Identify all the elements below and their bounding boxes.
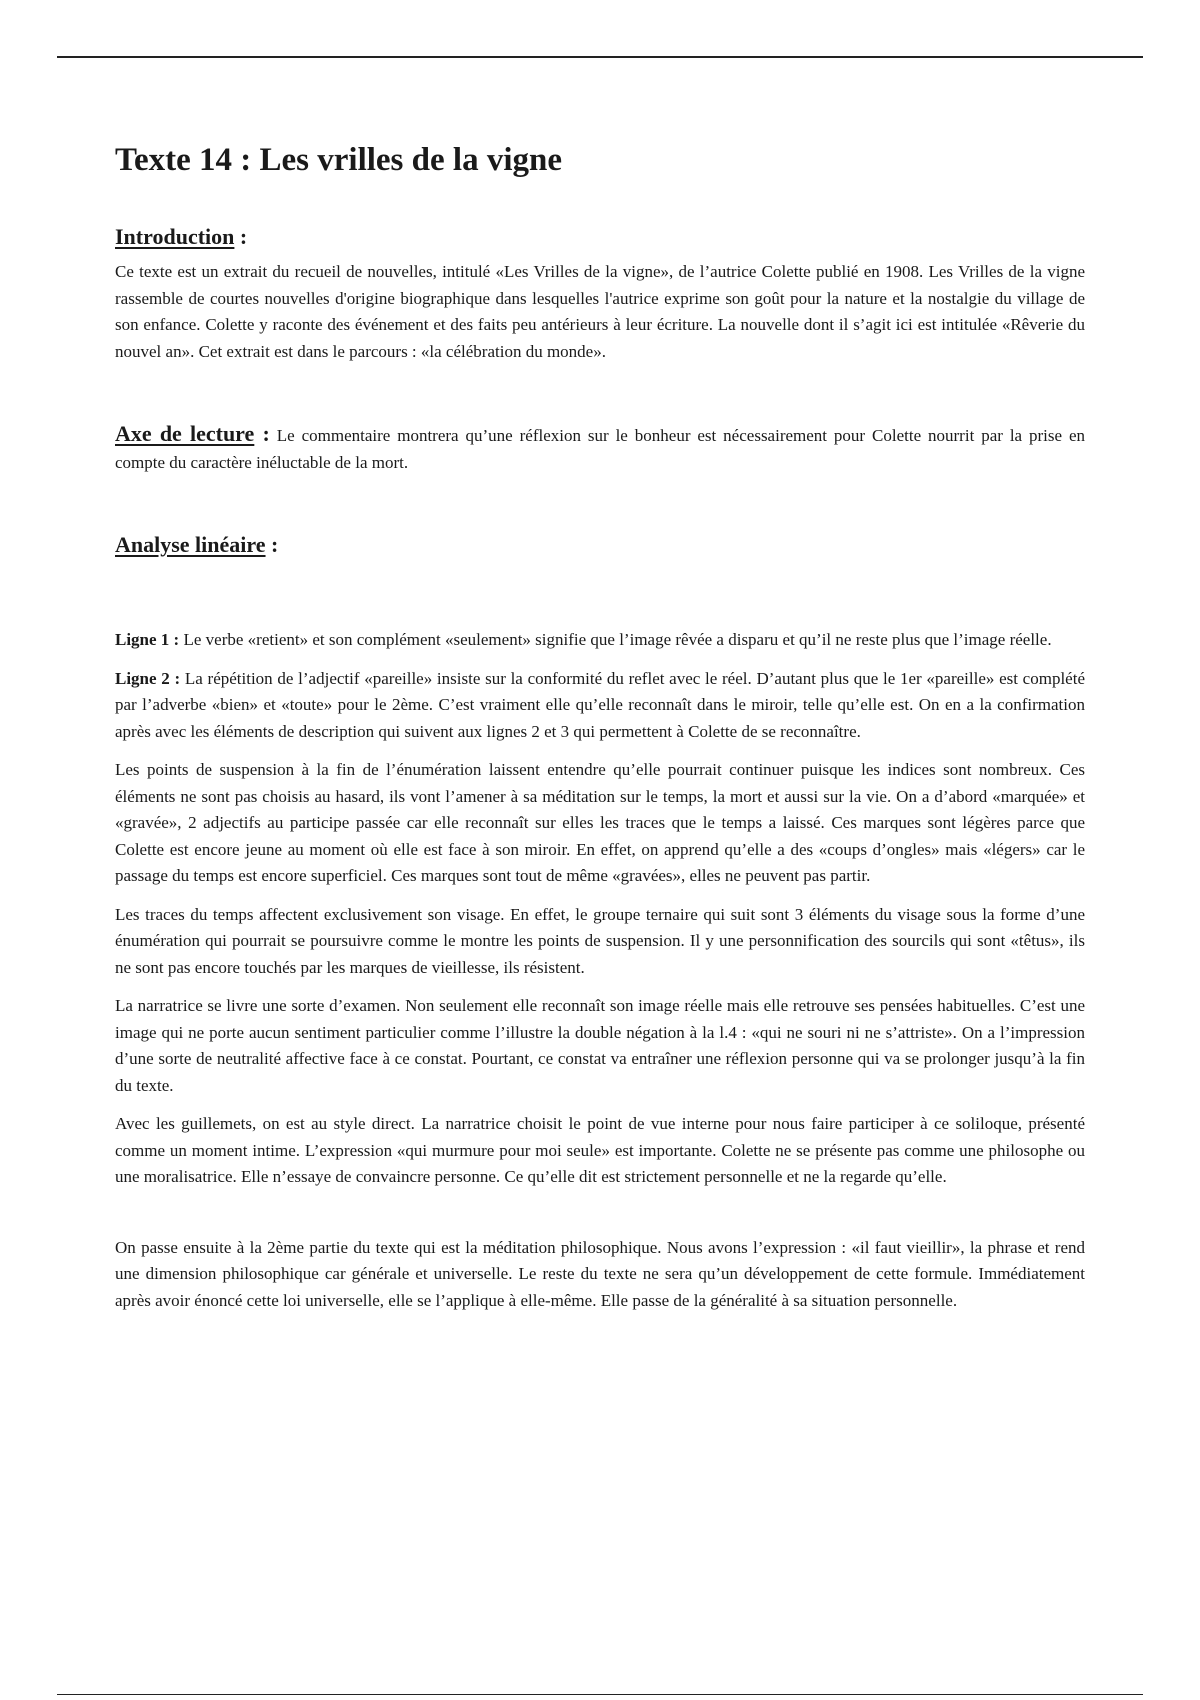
ligne-1-label: Ligne 1 :	[115, 630, 180, 649]
top-rule	[57, 56, 1143, 58]
introduction-heading	[115, 223, 1085, 251]
analyse-lineaire-heading-label: Analyse linéaire	[115, 532, 266, 557]
ligne-2-label: Ligne 2 :	[115, 668, 181, 688]
ligne-2-paragraph	[115, 666, 1085, 746]
analyse-lineaire-heading-colon: :	[265, 532, 279, 557]
ligne-1-text: Le verbe «retient» et son complément «seulement» signifie que l’image rêvée a disparu et qu’il ne reste plus que l’image réelle.	[179, 630, 1052, 649]
axe-de-lecture-paragraph	[115, 421, 1085, 476]
ligne-1-paragraph	[115, 627, 1085, 654]
document-body	[115, 135, 1085, 1314]
analyse-paragraph-3: La narratrice se livre une sorte d’examen. Non seulement elle reconnaît son image réelle mais elle retrouve ses pensées habituelles. C’est une image qui ne porte aucun sentiment particulier comme l’illustre la double négation à la l.4 : «qui ne souri ni ne s’attriste». On a l’impression d’une sorte de neutralité affective face à ce constat. Pourtant, ce constat va entraîner une réflexion personne qui va se prolonger jusqu’à la fin du texte.	[115, 996, 1085, 1095]
introduction-heading-colon: :	[234, 224, 248, 249]
analyse-lineaire-body	[115, 627, 1085, 1191]
introduction-heading-label: Introduction	[115, 224, 235, 249]
analyse-final-paragraph: On passe ensuite à la 2ème partie du texte qui est la méditation philosophique. Nous avons l’expression : «il faut vieillir», la phrase et rend une dimension philosophique car générale et universelle. Le reste du texte ne sera qu’un développement de cette formule. Immédiatement après avoir énoncé cette loi universelle, elle se l’applique à elle-même. Elle passe de la généralité à sa situation personnelle.	[115, 1237, 1085, 1310]
axe-de-lecture-label: Axe de lecture	[115, 421, 255, 446]
page-title: Texte 14 : Les vrilles de la vigne	[115, 142, 562, 178]
axe-de-lecture-text: Le commentaire montrera qu’une réflexion sur le bonheur est nécessairement pour Colette nourrit par la prise en compte du caractère inéluctable de la mort.	[115, 426, 1086, 472]
axe-de-lecture-colon: :	[254, 421, 270, 446]
analyse-paragraph-2: Les traces du temps affectent exclusivement son visage. En effet, le groupe ternaire qui suit sont 3 éléments du visage sous la forme d’une énumération qui pourrait se poursuivre comme le montre les points de suspension. Il y une personnification des sourcils qui sont «têtus», ils ne sont pas encore touchés par les marques de vieillesse, ils résistent.	[115, 904, 1085, 977]
bottom-rule	[57, 1694, 1143, 1695]
ligne-2-text: La répétition de l’adjectif «pareille» insiste sur la conformité du reflet avec le réel. D’autant plus que le 1er «pareille» est complété par l’adverbe «bien» et «toute» pour le 2ème. C’est vraiment elle qu’elle reconnaît dans le miroir, telle qu’elle est. On en a la confirmation après avec les éléments de description qui suivent aux lignes 2 et 3 qui permettent à Colette de se reconnaître.	[115, 668, 1085, 741]
analyse-paragraph-4: Avec les guillemets, on est au style direct. La narratrice choisit le point de vue interne pour nous faire participer à ce soliloque, présenté comme un moment intime. L’expression «qui murmure pour moi seule» est importante. Colette ne se présente pas comme une philosophe ou une moralisatrice. Elle n’essaye de convaincre personne. Ce qu’elle dit est strictement personnelle et ne la regarde qu’elle.	[115, 1114, 1085, 1186]
analyse-lineaire-heading	[115, 531, 1085, 559]
introduction-paragraph: Ce texte est un extrait du recueil de nouvelles, intitulé «Les Vrilles de la vigne», de l’autrice Colette publié en 1908. Les Vrilles de la vigne rassemble de courtes nouvelles d'origine biographique dans lesquelles l'autrice exprime son goût pour la nature et la nostalgie du village de son enfance. Colette y raconte des événement et des faits peu antérieurs à leur écriture. La nouvelle dont il s’agit ici est intitulée «Rêverie du nouvel an». Cet extrait est dans le parcours : «la célébration du monde».	[115, 262, 1085, 361]
analyse-paragraph-1: Les points de suspension à la fin de l’énumération laissent entendre qu’elle pourrait continuer puisque les indices sont nombreux. Ces éléments ne sont pas choisis au hasard, ils vont l’amener à sa méditation sur le temps, la mort et aussi sur la vie. On a d’abord «marquée» et «gravée», 2 adjectifs au participe passée car elle reconnaît sur elles les traces que le temps a laissé. Ces marques sont légères parce que Colette est encore jeune au moment où elle est face à son miroir. En effet, on apprend qu’elle a des «coups d’ongles» mais «légers» car le passage du temps est encore superficiel. Ces marques sont tout de même «gravées», elles ne peuvent pas partir.	[115, 760, 1085, 885]
